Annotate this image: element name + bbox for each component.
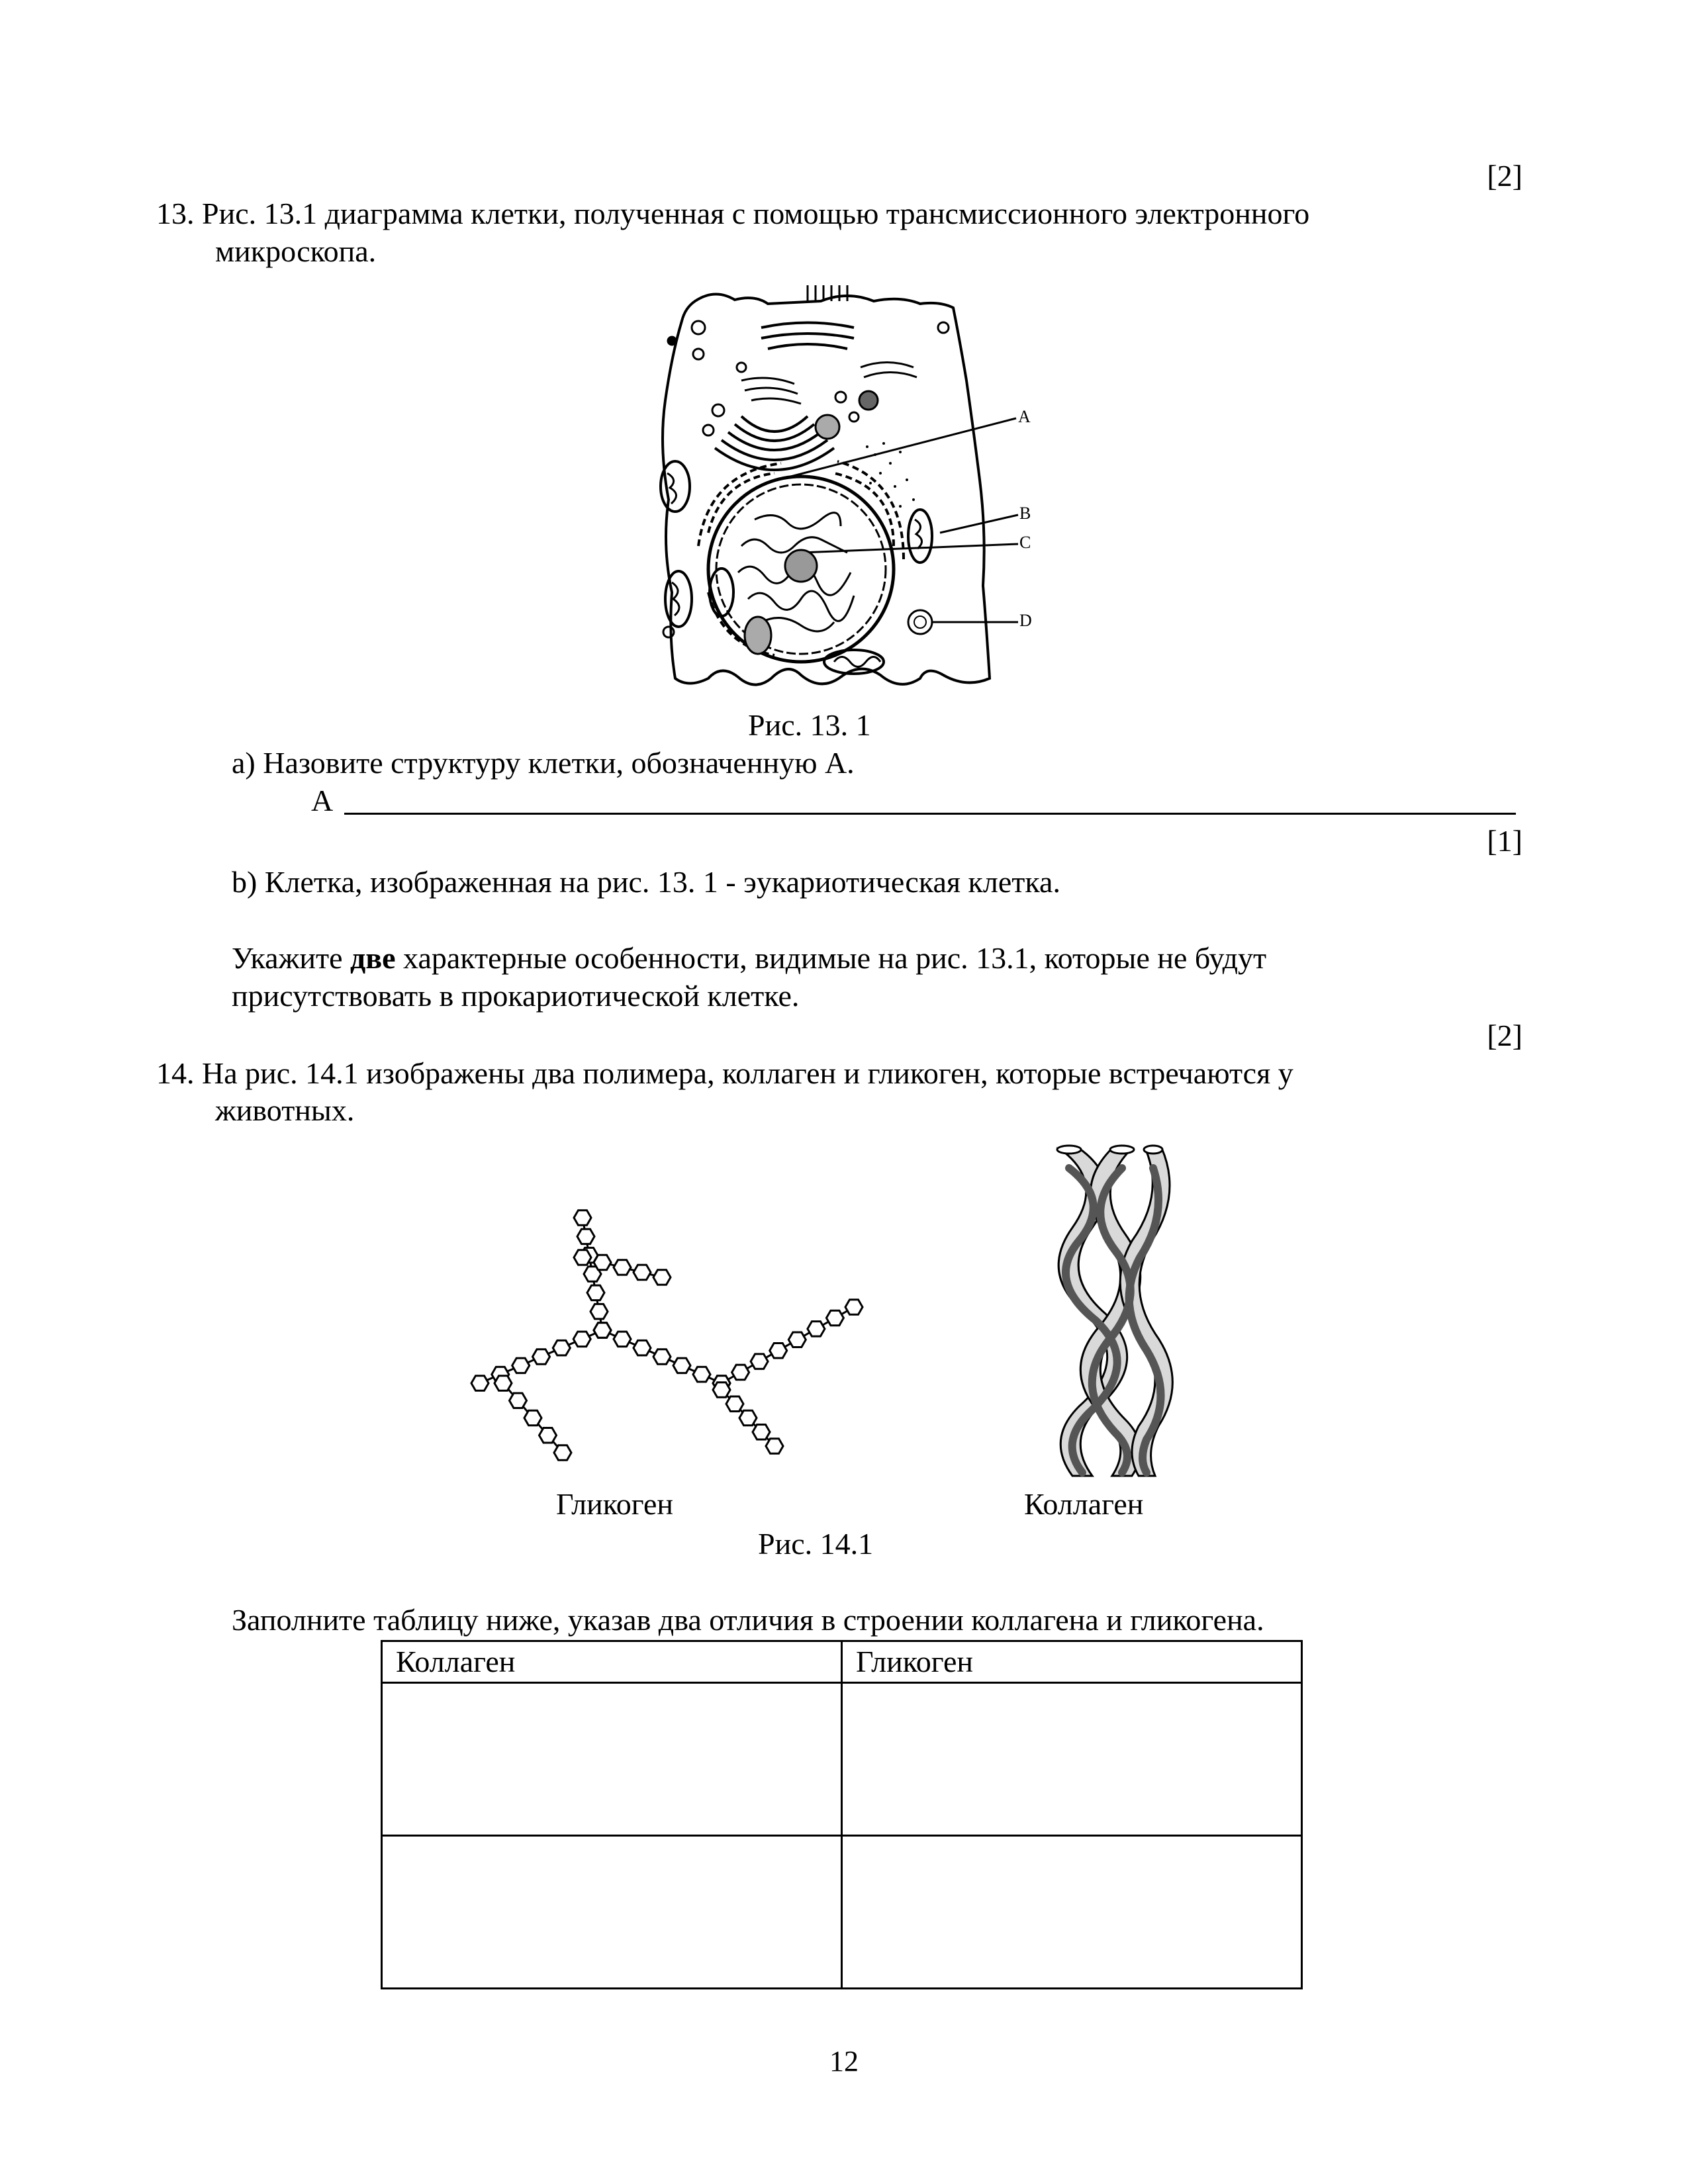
header-collagen: Коллаген [382, 1641, 842, 1683]
page-number: 12 [829, 2045, 859, 2077]
label-c: C [1019, 533, 1031, 552]
emphasis-two: две [350, 941, 396, 975]
q13b-statement: b) Клетка, изображенная на рис. 13. 1 - эукариотическая клетка. [232, 865, 1060, 899]
q13-text-line2: микроскопа. [215, 234, 377, 268]
label-a: A [1018, 407, 1031, 426]
cell-collagen-2[interactable] [382, 1836, 842, 1989]
q13a-answer-line[interactable] [344, 813, 1516, 815]
mark-q13b: [2] [1487, 1019, 1523, 1052]
header-glycogen: Гликоген [842, 1641, 1302, 1683]
figure-13-caption: Рис. 13. 1 [748, 708, 871, 742]
mark-q13a: [1] [1487, 824, 1523, 858]
table-row [382, 1836, 1302, 1989]
answer-table [381, 1640, 1303, 1989]
collagen-diagram [1033, 1142, 1185, 1486]
table-header-row [382, 1641, 1302, 1683]
cell-collagen-1[interactable] [382, 1683, 842, 1836]
label-glycogen: Гликоген [556, 1487, 674, 1521]
q13a-answer-label: А [311, 784, 334, 817]
cell-diagram [609, 281, 1059, 705]
cell-glycogen-2[interactable] [842, 1836, 1302, 1989]
label-collagen: Коллаген [1024, 1487, 1144, 1521]
table-row [382, 1683, 1302, 1836]
q14-text-line1: 14. На рис. 14.1 изображены два полимера, коллаген и гликоген, которые встречаются у [156, 1056, 1293, 1090]
q13b-instruction-line2: присутствовать в прокариотической клетке. [232, 979, 800, 1013]
label-d: D [1019, 611, 1032, 630]
glycogen-diagram [463, 1191, 894, 1489]
q13-text-line1: 13. Рис. 13.1 диаграмма клетки, полученная с помощью трансмиссионного электронного [156, 197, 1310, 230]
q13b-instruction-line1: Укажите две характерные особенности, видимые на рис. 13.1, которые не будут [232, 941, 1267, 975]
q14-text-line2: животных. [215, 1093, 355, 1127]
q13a-question: a) Назовите структуру клетки, обозначенную А. [232, 746, 855, 780]
figure-14-caption: Рис. 14.1 [758, 1527, 874, 1561]
q14-instruction: Заполните таблицу ниже, указав два отличия в строении коллагена и гликогена. [232, 1603, 1264, 1637]
mark-previous: [2] [1487, 159, 1523, 193]
label-b: B [1019, 504, 1031, 523]
cell-glycogen-1[interactable] [842, 1683, 1302, 1836]
